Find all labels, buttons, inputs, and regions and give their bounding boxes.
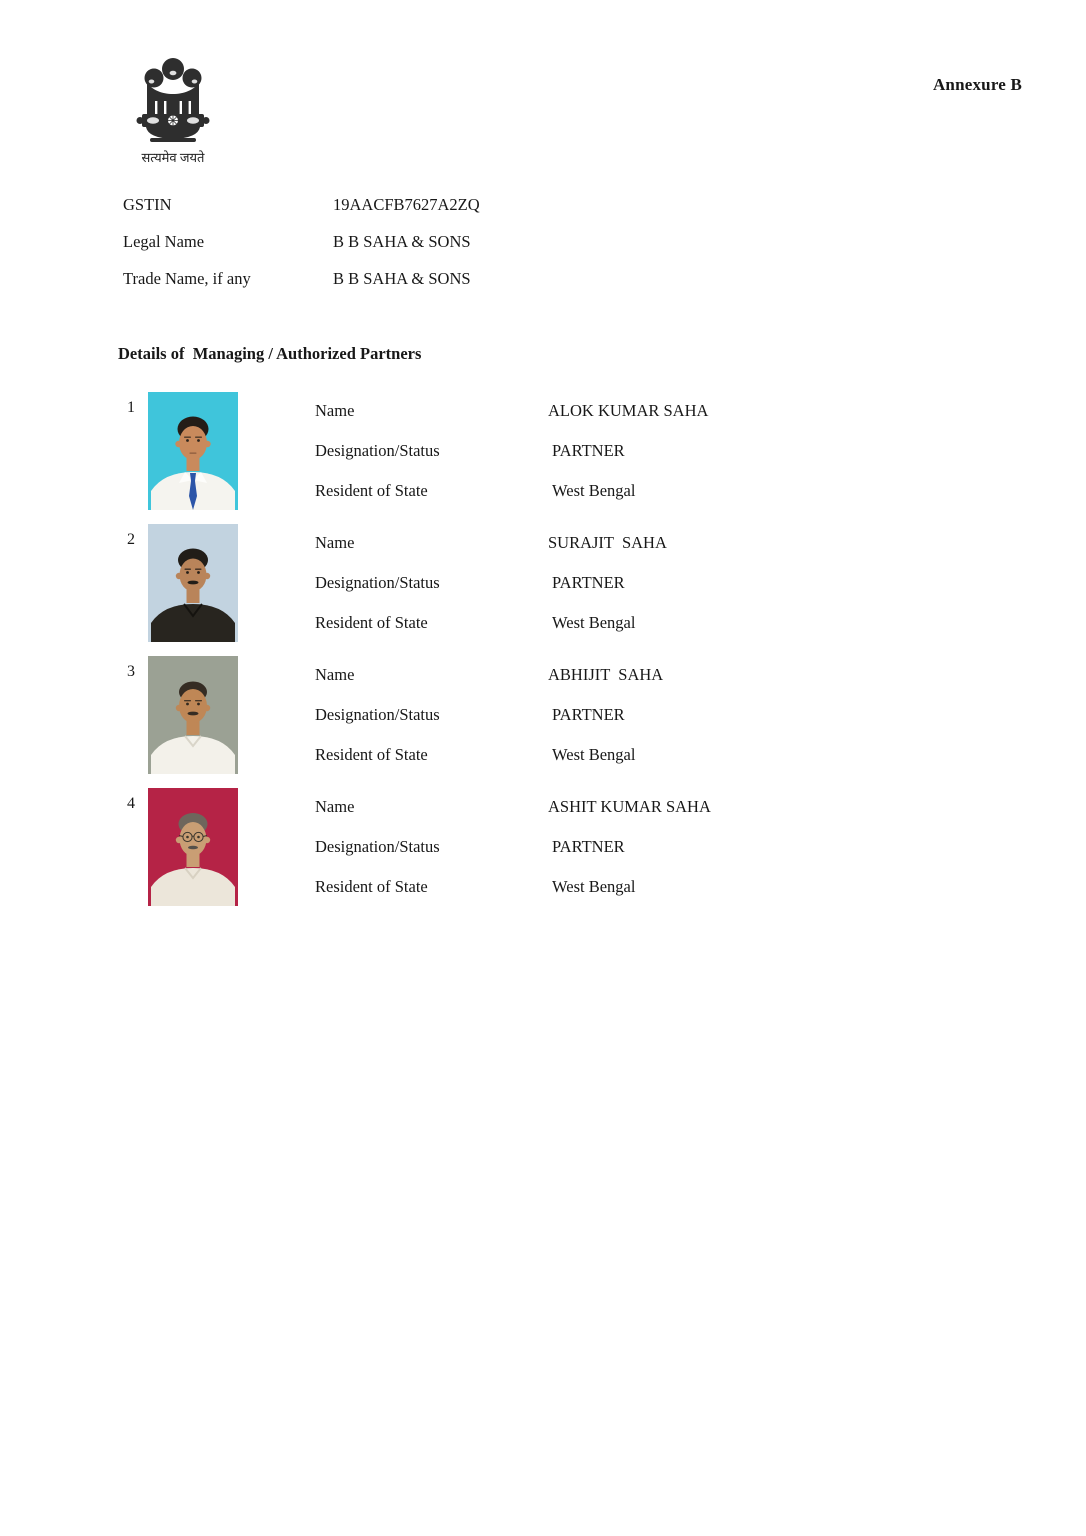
name-label: Name (315, 533, 355, 552)
name-label: Name (315, 401, 355, 420)
partner-number: 3 (127, 663, 135, 680)
legal-name-value: B B SAHA & SONS (333, 232, 471, 251)
partner-photo (148, 656, 238, 774)
name-label: Name (315, 665, 355, 684)
india-emblem-icon (130, 54, 216, 146)
partner-details (315, 656, 875, 785)
designation-label: Designation/Status (315, 441, 440, 460)
partner-name-value: ASHIT KUMAR SAHA (548, 797, 711, 816)
detail-row-designation (315, 441, 875, 481)
trade-name-label: Trade Name, if any (123, 269, 251, 288)
detail-row-designation (315, 837, 875, 877)
resident-label: Resident of State (315, 613, 428, 632)
partner-designation-value: PARTNER (552, 837, 625, 856)
field-row-legal-name (123, 232, 480, 269)
partner-details (315, 392, 875, 521)
detail-row-name (315, 665, 875, 705)
emblem-block (126, 54, 220, 166)
resident-label: Resident of State (315, 877, 428, 896)
field-row-trade-name (123, 269, 480, 306)
designation-label: Designation/Status (315, 837, 440, 856)
gstin-label: GSTIN (123, 195, 172, 214)
name-label: Name (315, 797, 355, 816)
partner-name-value: SURAJIT SAHA (548, 533, 667, 552)
partner-number: 1 (127, 399, 135, 416)
registration-fields (123, 195, 480, 306)
partner-row (118, 656, 875, 785)
detail-row-resident (315, 481, 875, 521)
partner-details (315, 524, 875, 653)
partner-number: 2 (127, 531, 135, 548)
partner-resident-value: West Bengal (552, 745, 636, 764)
trade-name-value: B B SAHA & SONS (333, 269, 471, 288)
partner-resident-value: West Bengal (552, 877, 636, 896)
partner-photo (148, 788, 238, 906)
detail-row-resident (315, 745, 875, 785)
detail-row-resident (315, 877, 875, 917)
designation-label: Designation/Status (315, 573, 440, 592)
partner-number: 4 (127, 795, 135, 812)
partner-resident-value: West Bengal (552, 481, 636, 500)
detail-row-designation (315, 573, 875, 613)
partner-photo (148, 524, 238, 642)
detail-row-resident (315, 613, 875, 653)
detail-row-designation (315, 705, 875, 745)
partner-row (118, 392, 875, 521)
resident-label: Resident of State (315, 481, 428, 500)
partner-photo (148, 392, 238, 510)
emblem-caption: सत्यमेव जयते (141, 150, 205, 165)
partner-details (315, 788, 875, 917)
gstin-value: 19AACFB7627A2ZQ (333, 195, 480, 214)
partner-row (118, 788, 875, 917)
annexure-label: Annexure B (932, 75, 1022, 94)
field-row-gstin (123, 195, 480, 232)
partner-row (118, 524, 875, 653)
partner-designation-value: PARTNER (552, 573, 625, 592)
detail-row-name (315, 401, 875, 441)
partner-designation-value: PARTNER (552, 441, 625, 460)
resident-label: Resident of State (315, 745, 428, 764)
designation-label: Designation/Status (315, 705, 440, 724)
detail-row-name (315, 533, 875, 573)
partners-list (118, 392, 875, 920)
partner-name-value: ALOK KUMAR SAHA (548, 401, 709, 420)
detail-row-name (315, 797, 875, 837)
partner-designation-value: PARTNER (552, 705, 625, 724)
partner-resident-value: West Bengal (552, 613, 636, 632)
partners-section-title: Details of Managing / Authorized Partners (118, 344, 422, 363)
legal-name-label: Legal Name (123, 232, 205, 251)
partner-name-value: ABHIJIT SAHA (548, 665, 664, 684)
